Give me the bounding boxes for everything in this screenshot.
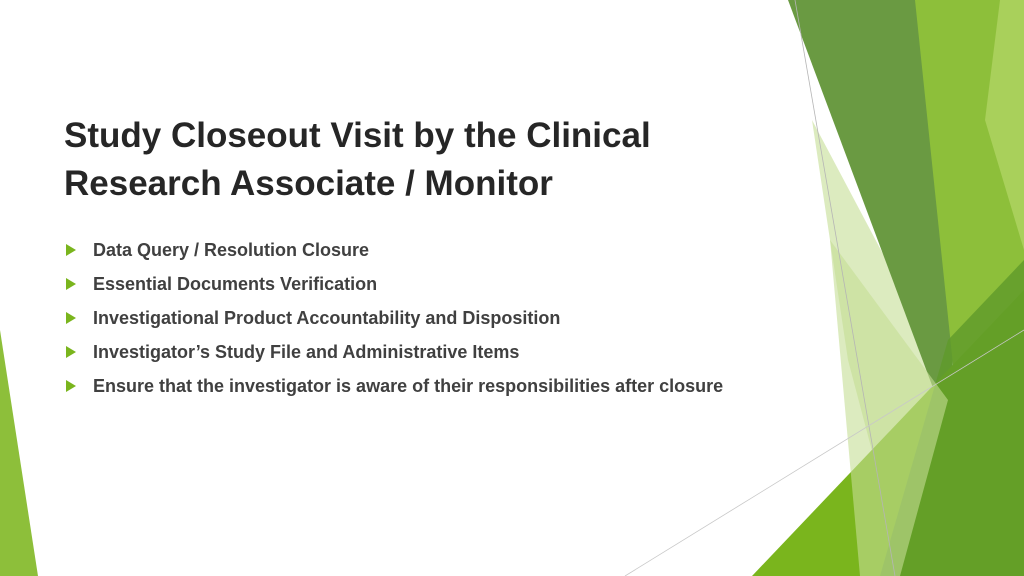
bullet-list: [66, 233, 786, 403]
bullet-item: [66, 369, 786, 403]
triangle-right-icon: [66, 312, 76, 324]
triangle-right-icon: [66, 244, 76, 256]
bullet-text: Investigational Product Accountability and Disposition: [93, 307, 561, 328]
bullet-item: [66, 267, 786, 301]
slide-title-line-2: Research Associate / Monitor: [64, 164, 553, 203]
left-green-sliver: [0, 330, 38, 576]
bullet-text: Ensure that the investigator is aware of their responsibilities after closure: [93, 375, 724, 396]
triangle-right-icon: [66, 380, 76, 392]
bullet-item: [66, 301, 786, 335]
slide-title: [64, 112, 764, 208]
bullet-item: [66, 335, 786, 369]
bullet-text: Essential Documents Verification: [93, 273, 378, 294]
triangle-right-icon: [66, 278, 76, 290]
bullet-text: Investigator’s Study File and Administrative Items: [93, 341, 520, 362]
bullet-item: [66, 233, 786, 267]
slide-title-line-1: Study Closeout Visit by the Clinical: [64, 116, 651, 155]
bullet-text: Data Query / Resolution Closure: [93, 239, 370, 260]
triangle-right-icon: [66, 346, 76, 358]
